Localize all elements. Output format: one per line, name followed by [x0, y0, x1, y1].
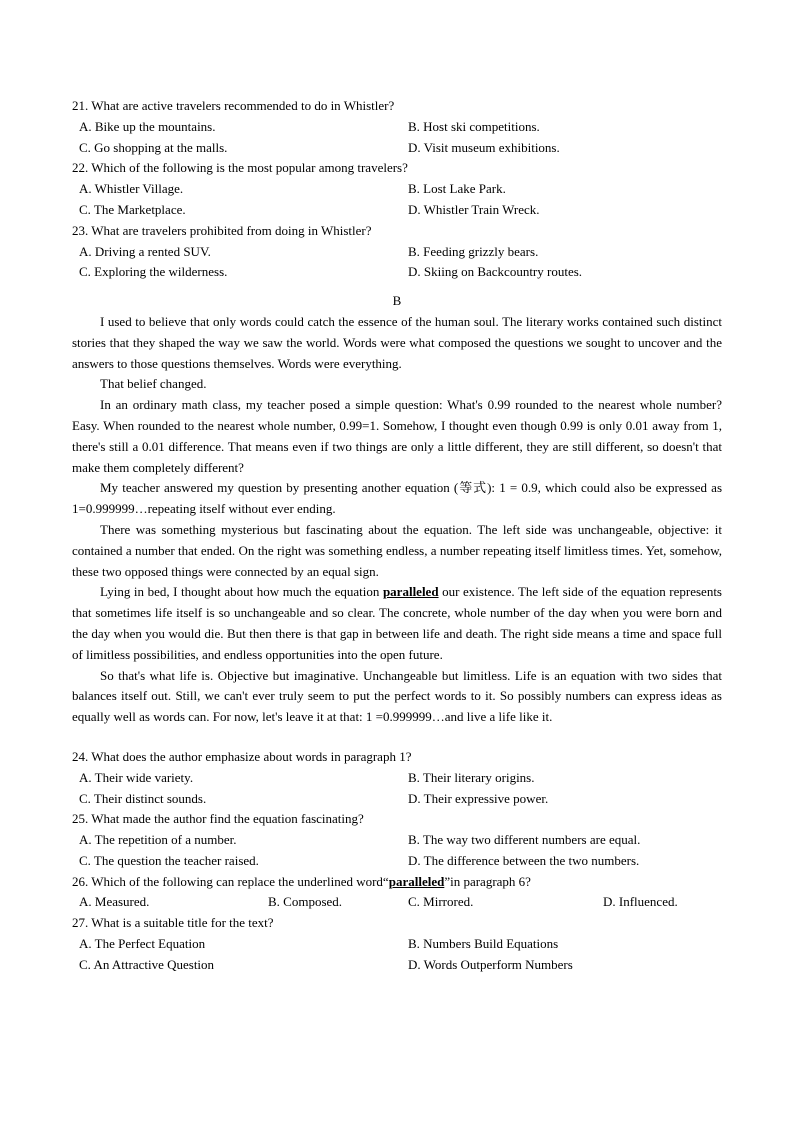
passage-paragraph-2: That belief changed. — [100, 376, 207, 392]
option-d: D. Skiing on Backcountry routes. — [408, 264, 583, 280]
answer-options — [72, 768, 722, 810]
passage-paragraph-1: I used to believe that only words could catch the essence of the human soul. The literary works contained such distinct stories that they shaped the way we saw the world. Words were what composed the questions we sought to uncover and the answers to those questions themselves. Words were everything. — [72, 313, 722, 371]
option-a: A. The Perfect Equation — [79, 936, 206, 952]
option-c: C. An Attractive Question — [79, 956, 215, 972]
question-stem: 22. Which of the following is the most popular among travelers? — [72, 160, 408, 176]
option-c: C. Exploring the wilderness. — [79, 264, 228, 280]
spacer — [72, 728, 722, 747]
underlined-word: paralleled — [382, 584, 439, 600]
answer-options — [72, 892, 722, 913]
question-26-stem-start: 26. Which of the following can replace the underlined word“ — [72, 873, 389, 889]
question-26-stem-end: ”in paragraph 6? — [444, 873, 531, 889]
option-a: A. Their wide variety. — [79, 769, 194, 785]
option-b: B. Numbers Build Equations — [408, 936, 559, 952]
option-b: B. Feeding grizzly bears. — [408, 243, 539, 259]
answer-options — [72, 179, 722, 221]
option-d: D. The difference between the two numbers. — [408, 852, 640, 868]
passage-paragraph-4: My teacher answered my question by presenting another equation (等式): 1 = 0.9, which could also be expressed as 1=0.999999…repeating itself without ever ending. — [72, 480, 722, 517]
question-stem: 27. What is a suitable title for the text? — [72, 915, 274, 931]
paragraph-6-text-start: Lying in bed, I thought about how much the equation — [100, 584, 383, 600]
answer-options — [72, 830, 722, 872]
option-c: C. Go shopping at the malls. — [79, 139, 228, 155]
question-26 — [72, 872, 722, 914]
option-b: B. Composed. — [268, 894, 343, 910]
option-c: C. The Marketplace. — [79, 201, 186, 217]
paragraph-6-text-end: our existence. The left side of the equation represents that sometimes life itself is so unchangeable and so clear. The concrete, whole number of the day when you were born and the day when you would die. But then there is that gap in between life and death. The right side means a time and space full of limitless possibilities, and endless opportunities into the open future. — [72, 584, 722, 662]
option-b: B. Their literary origins. — [408, 769, 535, 785]
answer-options — [72, 934, 722, 976]
option-a: A. Measured. — [79, 894, 150, 910]
option-b: B. The way two different numbers are equal. — [408, 832, 641, 848]
question-25 — [72, 809, 722, 871]
question-stem: 21. What are active travelers recommended to do in Whistler? — [72, 98, 395, 113]
passage-paragraph-6 — [72, 582, 722, 665]
question-stem: 23. What are travelers prohibited from doing in Whistler? — [72, 222, 372, 238]
answer-options — [72, 242, 722, 284]
question-stem: 25. What made the author find the equation fascinating? — [72, 811, 364, 827]
section-b-title: B — [392, 293, 402, 309]
option-c: C. Mirrored. — [408, 894, 474, 910]
question-22 — [72, 158, 722, 220]
option-d: D. Words Outperform Numbers — [408, 956, 573, 972]
passage-paragraph-7: So that's what life is. Objective but imaginative. Unchangeable but limitless. Life is an equation with two sides that balances itself out. Still, we can't ever truly seem to put the perfect words to it. So possibly numbers can express ideas as equally well as words can. For now, let's leave it at that: 1 =0.999999…and live a life like it. — [72, 667, 722, 725]
question-23 — [72, 221, 722, 283]
option-a: A. Whistler Village. — [79, 181, 184, 197]
question-27 — [72, 913, 722, 975]
option-a: A. Bike up the mountains. — [79, 118, 216, 134]
option-a: A. Driving a rented SUV. — [79, 243, 211, 259]
option-c: C. The question the teacher raised. — [79, 852, 259, 868]
passage-paragraph-3: In an ordinary math class, my teacher posed a simple question: What's 0.99 rounded to the nearest whole number? Easy. When rounded to the nearest whole number, 0.99=1. Somehow, I thought even though 0.99 is only 0.01 away from 1, there's still a 0.01 difference. That means even if two things are only a little different, they are still different, so doesn't that make them completely different? — [72, 397, 722, 475]
question-21 — [72, 96, 722, 158]
option-d: D. Influenced. — [603, 894, 678, 910]
option-d: D. Whistler Train Wreck. — [408, 201, 540, 217]
option-a: A. The repetition of a number. — [79, 832, 237, 848]
option-b: B. Host ski competitions. — [408, 118, 540, 134]
option-c: C. Their distinct sounds. — [79, 790, 207, 806]
option-b: B. Lost Lake Park. — [408, 181, 506, 197]
option-d: D. Their expressive power. — [408, 790, 549, 806]
option-d: D. Visit museum exhibitions. — [408, 139, 560, 155]
underlined-word: paralleled — [388, 873, 445, 889]
question-stem — [72, 872, 722, 893]
question-24 — [72, 747, 722, 809]
answer-options — [72, 117, 722, 159]
question-stem: 24. What does the author emphasize about words in paragraph 1? — [72, 748, 412, 764]
passage-paragraph-5: There was something mysterious but fascinating about the equation. The left side was unchangeable, objective: it contained a number that ended. On the right was something endless, a number repeating itself limitless times. Yet, somehow, these two opposed things were connected by an equal sign. — [72, 521, 722, 579]
